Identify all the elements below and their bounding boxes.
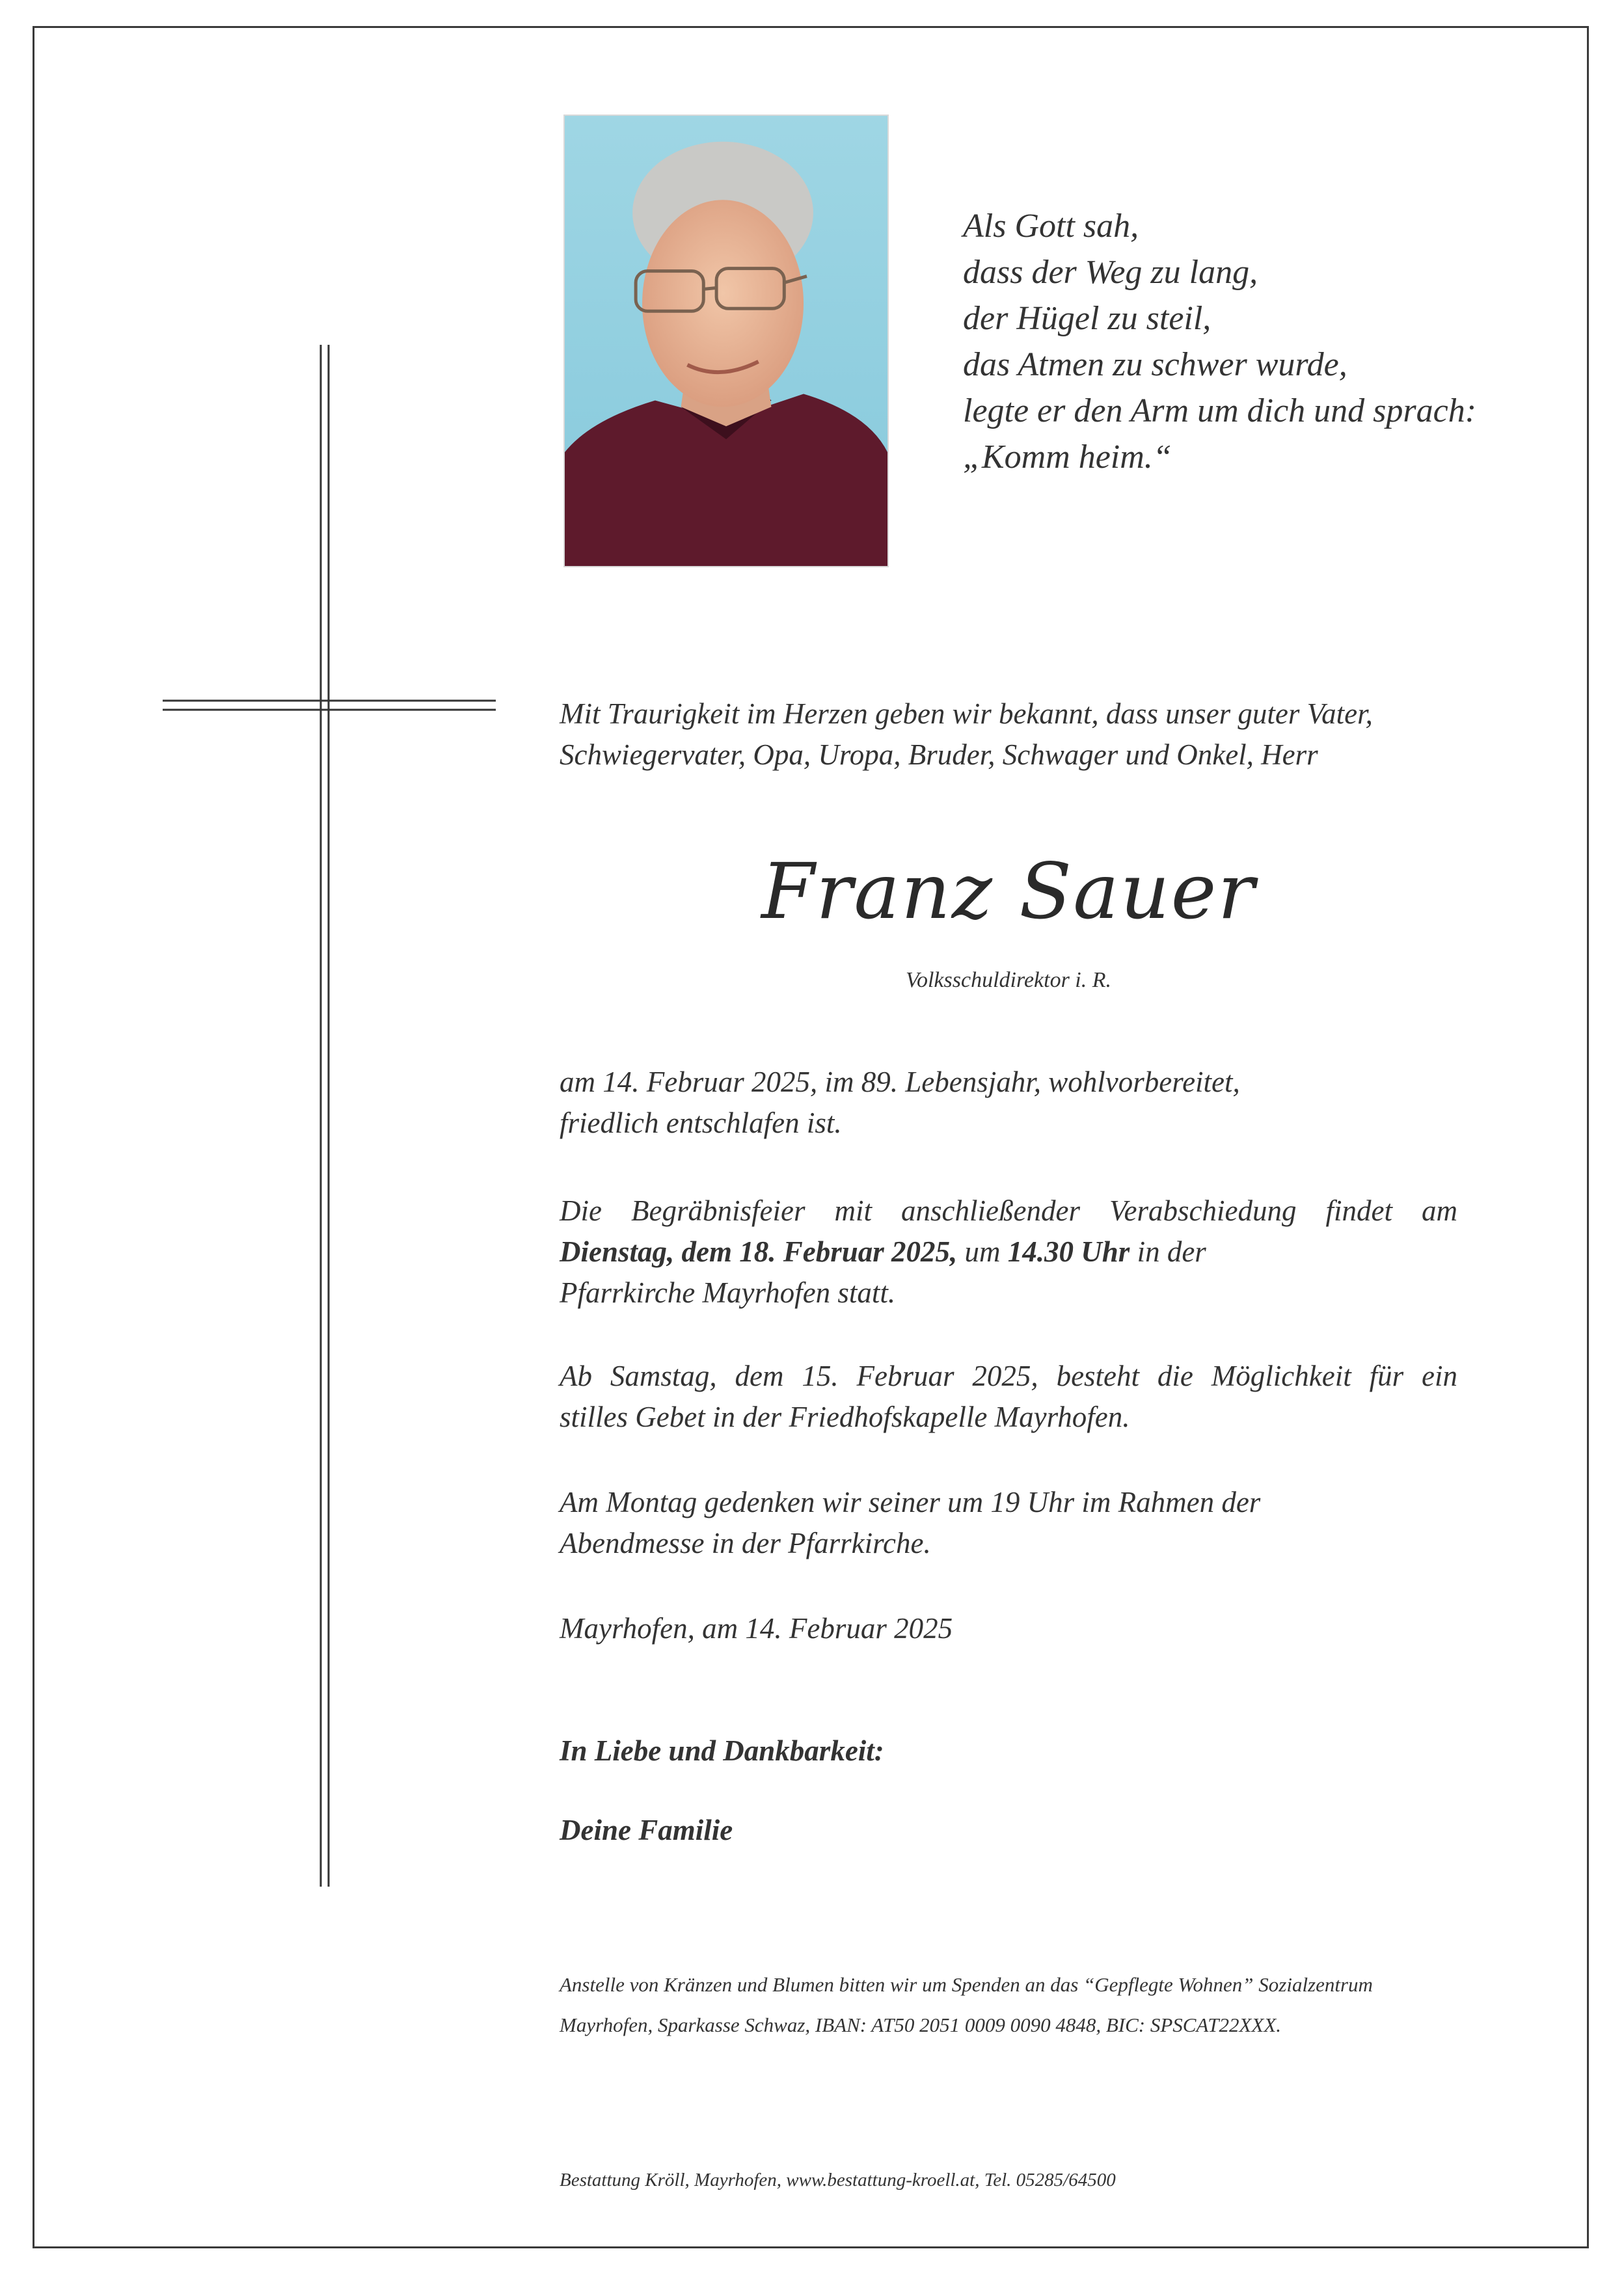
mass-line: Am Montag gedenken wir seiner um 19 Uhr im Rahmen der [560, 1486, 1261, 1518]
poem-line: „Komm heim.“ [963, 438, 1172, 476]
poem-line: Als Gott sah, [963, 208, 1139, 245]
funeral-location-prefix: in der [1130, 1235, 1206, 1268]
prayer-info [560, 1356, 1457, 1438]
poem [963, 203, 1562, 480]
funeral-info [560, 1191, 1457, 1313]
prayer-line: Ab Samstag, dem 15. Februar 2025, besteht die Möglichkeit für ein [560, 1360, 1457, 1392]
death-line: am 14. Februar 2025, im 89. Lebensjahr, wohlvorbereitet, [560, 1066, 1240, 1098]
funeral-date: Dienstag, dem 18. Februar 2025, [560, 1235, 958, 1268]
poem-line: der Hügel zu steil, [963, 300, 1211, 337]
intro-line: Schwiegervater, Opa, Uropa, Bruder, Schwager und Onkel, Herr [560, 738, 1318, 771]
poem-line: dass der Weg zu lang, [963, 254, 1258, 291]
death-line: friedlich entschlafen ist. [560, 1107, 842, 1139]
deceased-name: Franz Sauer [761, 846, 1256, 936]
portrait-photo [563, 114, 889, 567]
mass-info [560, 1482, 1457, 1564]
intro-line: Mit Traurigkeit im Herzen geben wir bekannt, dass unser guter Vater, [560, 697, 1373, 730]
funeral-line-1: Die Begräbnisfeier mit anschließender Verabschiedung findet am [560, 1194, 1457, 1227]
place-date: Mayrhofen, am 14. Februar 2025 [560, 1612, 953, 1645]
poem-line: das Atmen zu schwer wurde, [963, 346, 1347, 383]
mass-line: Abendmesse in der Pfarrkirche. [560, 1527, 931, 1559]
funeral-time: 14.30 Uhr [1007, 1235, 1130, 1268]
funeral-connector: um [957, 1235, 1008, 1268]
poem-line: legte er den Arm um dich und sprach: [963, 392, 1477, 429]
death-notice [560, 1062, 1457, 1144]
funeral-line-2 [560, 1232, 1457, 1273]
funeral-line-3: Pfarrkirche Mayrhofen statt. [560, 1276, 896, 1309]
family-signature: Deine Familie [560, 1814, 733, 1846]
donation-line: Anstelle von Kränzen und Blumen bitten wir um Spenden an das “Gepflegte Wohnen” Sozialzentrum [560, 1973, 1373, 1996]
prayer-line: stilles Gebet in der Friedhofskapelle Mayrhofen. [560, 1401, 1130, 1433]
deceased-title: Volksschuldirektor i. R. [905, 968, 1112, 992]
announcement-intro [560, 694, 1457, 775]
closing-words: In Liebe und Dankbarkeit: [560, 1734, 884, 1767]
donation-note [560, 1965, 1470, 2045]
donation-line: Mayrhofen, Sparkasse Schwaz, IBAN: AT50 2051 0009 0090 4848, BIC: SPSCAT22XXX. [560, 2014, 1282, 2036]
funeral-home-footer: Bestattung Kröll, Mayrhofen, www.bestattung-kroell.at, Tel. 05285/64500 [560, 2170, 1116, 2190]
